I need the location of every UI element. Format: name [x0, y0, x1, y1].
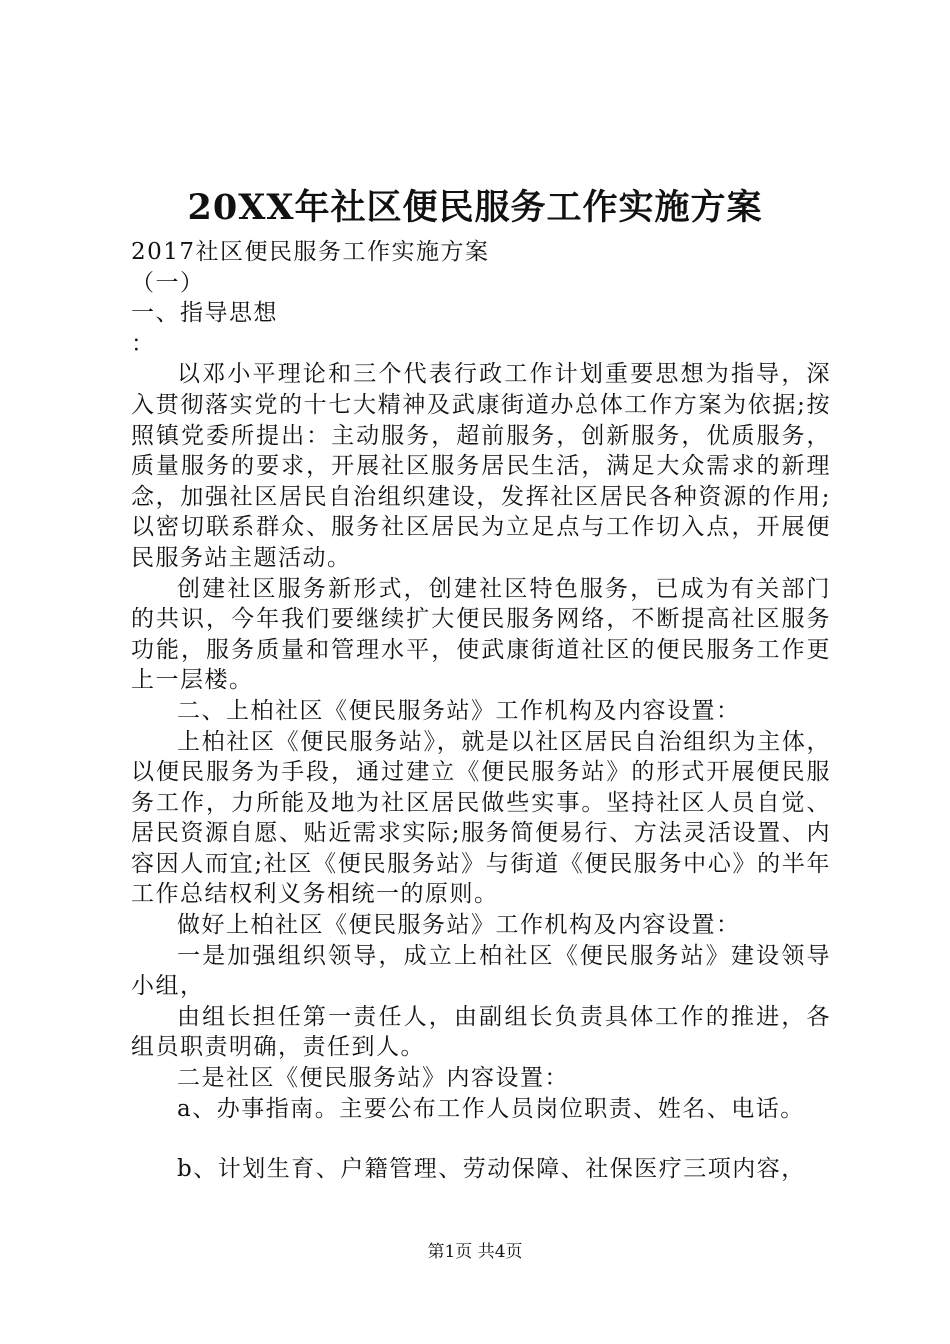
spacer — [131, 1124, 831, 1154]
document-title: 20XX年社区便民服务工作实施方案 — [187, 187, 763, 228]
paragraph-content-setup: 二是社区《便民服务站》内容设置： — [177, 1065, 569, 1092]
paragraph-setup: 做好上柏社区《便民服务站》工作机构及内容设置： — [177, 912, 741, 939]
paragraph-guiding-ideology: 以邓小平理论和三个代表行政工作计划重要思想为指导，深入贯彻落实党的十七大精神及武康街道办总体工作方案为依据;按照镇党委所提出：主动服务，超前服务，创新服务，优质服务，质量服务的要求，开展社区服务居民生活，满足大众需求的新理念，加强社区居民自治组织建设，发挥社区居民各种资源的作用;以密切联系群众、服务社区居民为立足点与工作切入点，开展便民服务站主题活动。 — [131, 361, 831, 571]
page-footer: 第1页 共4页 — [427, 1242, 523, 1262]
colon-line: ： — [131, 330, 156, 357]
paragraph-service-forms: 创建社区服务新形式，创建社区特色服务，已成为有关部门的共识，今年我们要继续扩大便民服务网络，不断提高社区服务功能，服务质量和管理水平，使武康街道社区的便民服务工作更上一层楼。 — [131, 575, 831, 694]
paragraph-service-station: 上柏社区《便民服务站》，就是以社区居民自治组织为主体，以便民服务为手段，通过建立《便民服务站》的形式开展便民服务工作，力所能及地为社区居民做些实事。坚持社区人员自觉、居民资源自愿、贴近需求实际;服务简便易行、方法灵活设置、内容因人而宜;社区《便民服务站》与街道《便民服务中心》的半年工作总结权利义务相统一的原则。 — [131, 728, 831, 908]
list-item-b: b、计划生育、户籍管理、劳动保障、社保医疗三项内容， — [177, 1156, 806, 1183]
section-heading-2: 二、上柏社区《便民服务站》工作机构及内容设置： — [177, 697, 741, 724]
paragraph-leadership: 一是加强组织领导，成立上柏社区《便民服务站》建设领导小组， — [131, 942, 831, 1000]
part-label: （一） — [131, 269, 205, 296]
section-heading-1: 一、指导思想 — [131, 300, 278, 327]
paragraph-responsibility: 由组长担任第一责任人，由副组长负责具体工作的推进，各组员职责明确，责任到人。 — [131, 1003, 831, 1061]
list-item-a: a、办事指南。主要公布工作人员岗位职责、姓名、电话。 — [177, 1095, 805, 1122]
document-subtitle: 2017社区便民服务工作实施方案 — [131, 239, 490, 265]
document-body — [131, 237, 831, 1185]
